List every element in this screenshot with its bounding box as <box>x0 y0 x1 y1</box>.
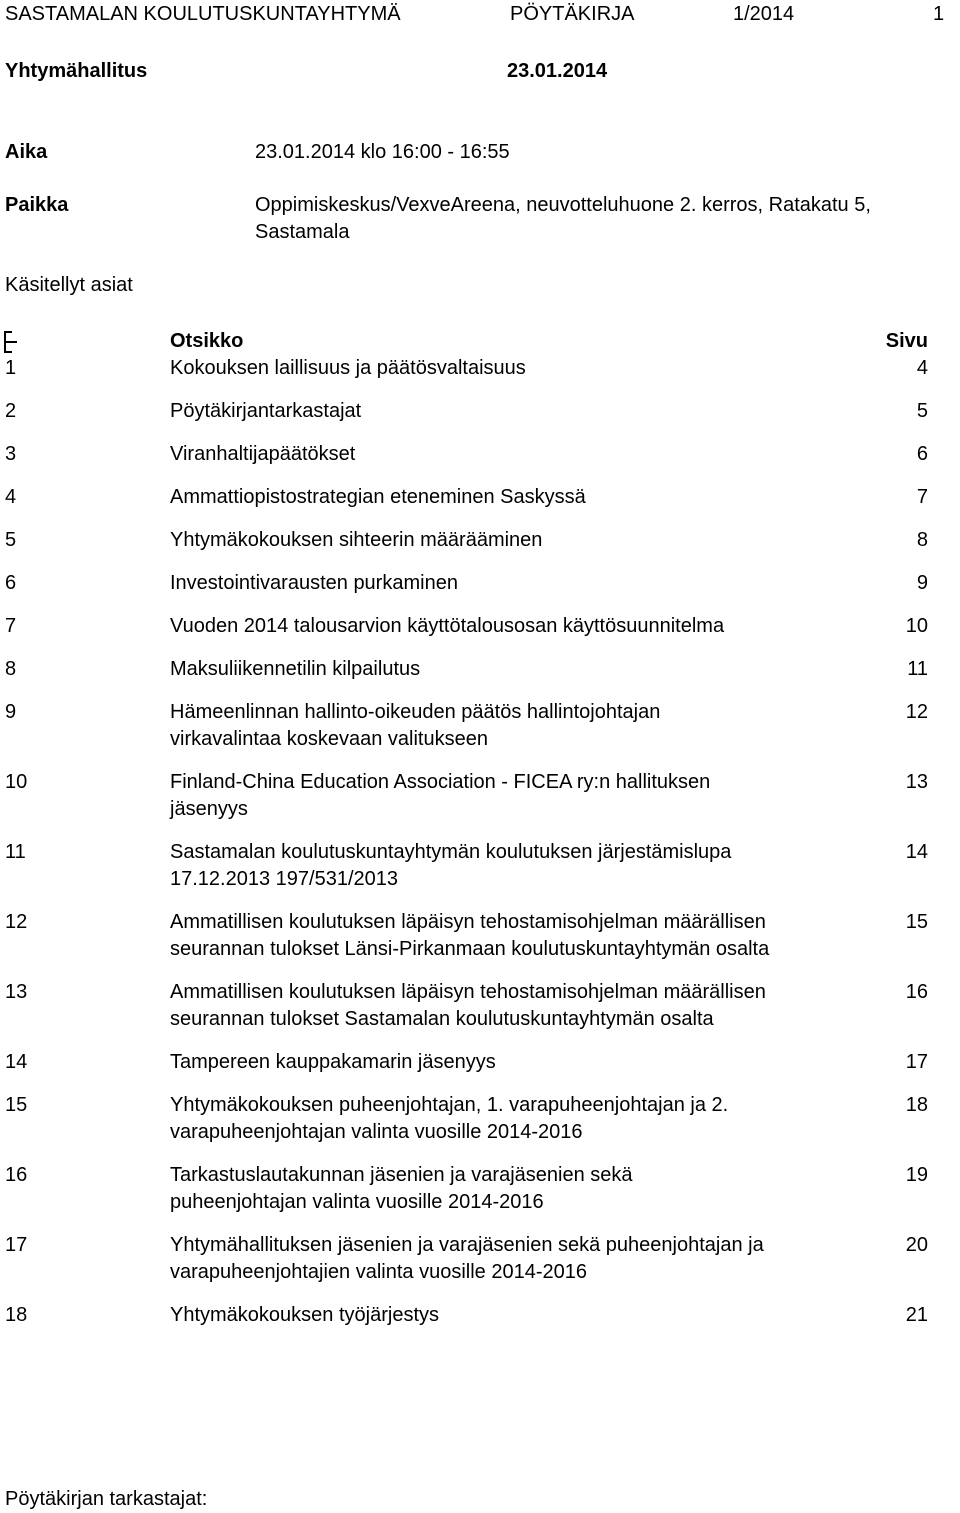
governing-body: Yhtymähallitus <box>5 60 148 82</box>
agenda-item-number: 10 <box>5 771 28 793</box>
agenda-row <box>0 441 960 468</box>
agenda-item-title: Investointivarausten purkaminen <box>170 572 458 594</box>
agenda-item-title: Ammattiopistostrategian eteneminen Saskyssä <box>170 486 586 508</box>
agenda-item-title: Tampereen kauppakamarin jäsenyys <box>170 1051 496 1073</box>
agenda-item-title: Maksuliikennetilin kilpailutus <box>170 658 421 680</box>
agenda-item-number: 5 <box>5 529 17 551</box>
agenda-item-page: 17 <box>905 1051 928 1073</box>
table-marker-icon <box>3 331 25 353</box>
agenda-item-title: Tarkastuslautakunnan jäsenien ja varajäsenien sekä puheenjohtajan valinta vuosille 2014-2016 <box>170 1164 633 1213</box>
time-label: Aika <box>5 141 48 163</box>
agenda-table <box>0 328 960 1329</box>
signers-label: Pöytäkirjan tarkastajat: <box>5 1488 208 1510</box>
agenda-item-page: 12 <box>905 701 928 723</box>
agenda-item-page: 9 <box>916 572 928 594</box>
agenda-item-page: 5 <box>916 400 928 422</box>
organization-name: SASTAMALAN KOULUTUSKUNTAYHTYMÄ <box>5 3 401 25</box>
agenda-item-page: 16 <box>905 981 928 1003</box>
agenda-row <box>0 699 960 753</box>
agenda-item-number: 8 <box>5 658 17 680</box>
agenda-item-page: 6 <box>916 443 928 465</box>
agenda-item-page: 4 <box>916 357 928 379</box>
agenda-row <box>0 1092 960 1146</box>
agenda-item-title: Kokouksen laillisuus ja päätösvaltaisuus <box>170 357 526 379</box>
agenda-item-number: 9 <box>5 701 17 723</box>
agenda-row <box>0 979 960 1033</box>
agenda-item-title: Finland-China Education Association - FICEA ry:n hallituksen jäsenyys <box>170 771 711 820</box>
agenda-item-number: 12 <box>5 911 28 933</box>
agenda-item-title: Yhtymähallituksen jäsenien ja varajäsenien sekä puheenjohtajan ja varapuheenjohtajien valinta vuosille 2014-2016 <box>170 1234 764 1283</box>
agenda-item-number: 11 <box>5 841 26 863</box>
agenda-item-page: 7 <box>916 486 928 508</box>
agenda-item-number: 16 <box>5 1164 28 1186</box>
agenda-item-number: 18 <box>5 1304 28 1326</box>
agenda-item-number: 2 <box>5 400 17 422</box>
agenda-item-page: 19 <box>905 1164 928 1186</box>
agenda-item-number: 3 <box>5 443 17 465</box>
agenda-item-page: 18 <box>905 1094 928 1116</box>
agenda-item-number: 17 <box>5 1234 28 1256</box>
agenda-row <box>0 1049 960 1076</box>
agenda-item-page: 13 <box>905 771 928 793</box>
agenda-item-title: Ammatillisen koulutuksen läpäisyn tehostamisohjelman määrällisen seurannan tulokset Sastamalan koulutuskuntayhtymän osalta <box>170 981 766 1030</box>
agenda-item-title: Yhtymäkokouksen sihteerin määrääminen <box>170 529 543 551</box>
agenda-row <box>0 613 960 640</box>
section-heading: Käsitellyt asiat <box>5 274 133 296</box>
agenda-item-title: Yhtymäkokouksen puheenjohtajan, 1. varapuheenjohtajan ja 2. varapuheenjohtajan valinta vuosille 2014-2016 <box>170 1094 729 1143</box>
agenda-row <box>0 839 960 893</box>
agenda-item-title: Sastamalan koulutuskuntayhtymän koulutuksen järjestämislupa 17.12.2013 197/531/2013 <box>170 841 732 890</box>
document-number: 1/2014 <box>733 3 795 25</box>
agenda-row <box>0 769 960 823</box>
agenda-row <box>0 484 960 511</box>
agenda-header-row <box>0 328 960 355</box>
agenda-item-title: Ammatillisen koulutuksen läpäisyn tehostamisohjelman määrällisen seurannan tulokset Länsi-Pirkanmaan koulutuskuntayhtymän osalta <box>170 911 770 960</box>
agenda-item-number: 15 <box>5 1094 28 1116</box>
time-value: 23.01.2014 klo 16:00 - 16:55 <box>255 141 510 163</box>
meeting-date: 23.01.2014 <box>507 60 608 82</box>
agenda-item-number: 1 <box>5 357 17 379</box>
agenda-rows <box>0 355 960 1329</box>
place-value: Oppimiskeskus/VexveAreena, neuvotteluhuone 2. kerros, Ratakatu 5, Sastamala <box>255 194 871 243</box>
agenda-item-number: 7 <box>5 615 17 637</box>
agenda-item-number: 13 <box>5 981 28 1003</box>
agenda-row <box>0 656 960 683</box>
agenda-item-page: 10 <box>905 615 928 637</box>
agenda-item-title: Viranhaltijapäätökset <box>170 443 356 465</box>
agenda-row <box>0 570 960 597</box>
agenda-item-title: Yhtymäkokouksen työjärjestys <box>170 1304 440 1326</box>
place-label: Paikka <box>5 194 69 216</box>
agenda-item-page: 11 <box>907 658 928 680</box>
page-number: 1 <box>933 3 945 25</box>
agenda-item-title: Pöytäkirjantarkastajat <box>170 400 362 422</box>
agenda-item-page: 15 <box>905 911 928 933</box>
agenda-row <box>0 1302 960 1329</box>
agenda-item-title: Vuoden 2014 talousarvion käyttötalousosan käyttösuunnitelma <box>170 615 725 637</box>
agenda-item-number: 4 <box>5 486 17 508</box>
agenda-item-title: Hämeenlinnan hallinto-oikeuden päätös hallintojohtajan virkavalintaa koskevaan valitukseen <box>170 701 661 750</box>
agenda-item-page: 21 <box>905 1304 928 1326</box>
agenda-row <box>0 398 960 425</box>
agenda-item-page: 8 <box>916 529 928 551</box>
document-type: PÖYTÄKIRJA <box>510 3 635 25</box>
agenda-item-number: 6 <box>5 572 17 594</box>
agenda-item-number: 14 <box>5 1051 28 1073</box>
agenda-item-page: 20 <box>905 1234 928 1256</box>
column-header-title: Otsikko <box>170 330 244 352</box>
agenda-item-page: 14 <box>905 841 928 863</box>
agenda-row <box>0 1232 960 1286</box>
agenda-row <box>0 1162 960 1216</box>
agenda-row <box>0 355 960 382</box>
column-header-page: Sivu <box>885 330 928 352</box>
agenda-row <box>0 909 960 963</box>
agenda-row <box>0 527 960 554</box>
